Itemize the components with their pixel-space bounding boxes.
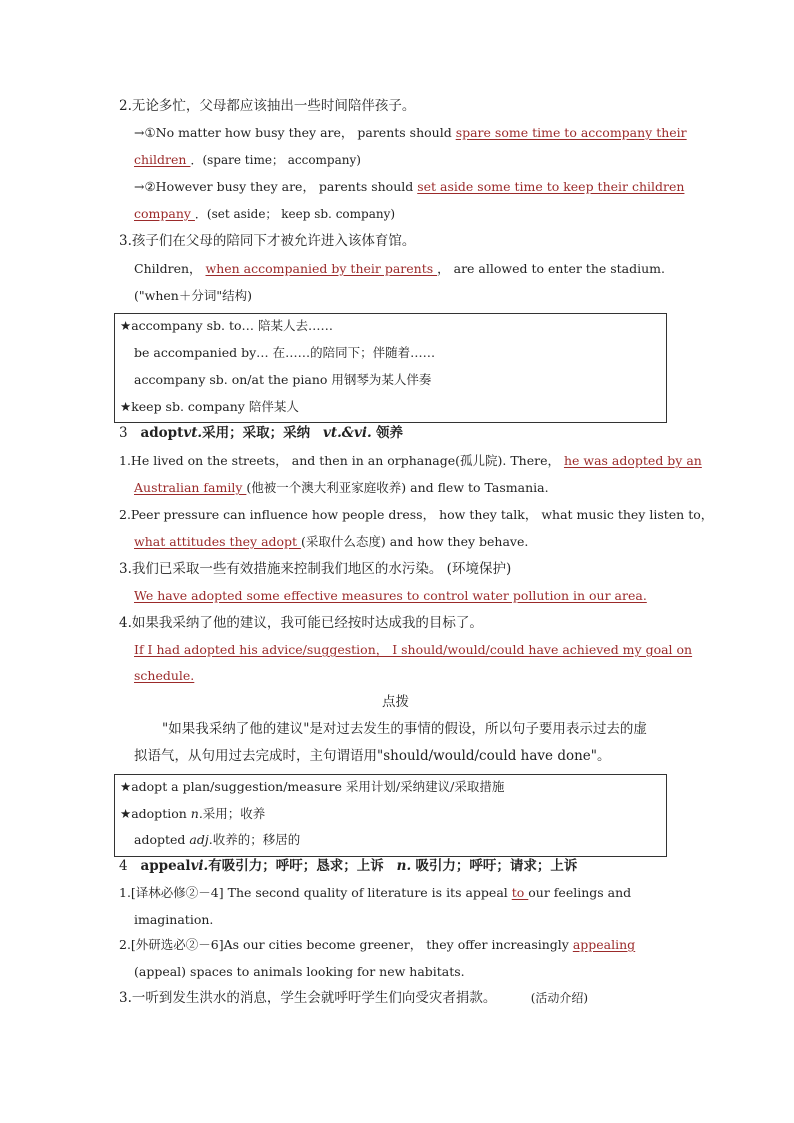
note-box-accompany-line4: ★keep sb. company 陪伴某人 bbox=[120, 399, 299, 414]
appeal-example-1-suffix: our feelings and bbox=[528, 885, 632, 900]
question-2-answer-a-line1 bbox=[134, 125, 687, 141]
heading-adopt-meaning2: 领养 bbox=[375, 425, 403, 441]
note-box-adopt-line3 bbox=[134, 832, 300, 848]
note-box-adopt bbox=[114, 774, 667, 857]
question-2-title: 2.无论多忙，父母都应该抽出一些时间陪伴孩子。 bbox=[119, 98, 416, 114]
heading-appeal-pos2: n. bbox=[396, 858, 412, 874]
heading-adopt-pos1: vt. bbox=[183, 425, 203, 441]
adopt-example-1-prefix: 1.He lived on the streets， and then in an orphanage(孤儿院). There， bbox=[119, 453, 564, 468]
tip-title: 点拨 bbox=[382, 694, 409, 710]
question-2-b-prefix: →②However busy they are， parents should bbox=[134, 179, 418, 194]
adopt-example-1-answer-cont: Australian family bbox=[134, 480, 247, 495]
appeal-example-1-line1 bbox=[119, 885, 631, 901]
note-box-adopt-line3-pos: adj. bbox=[189, 832, 213, 847]
question-2-b-answer: set aside some time to keep their children bbox=[417, 179, 685, 194]
appeal-example-1-prefix: 1.[译林必修②－4] The second quality of literature is its appeal bbox=[119, 885, 512, 900]
adopt-example-3-answer-line bbox=[134, 588, 647, 604]
question-2-answer-b-line2 bbox=[134, 206, 395, 222]
adopt-example-3-answer: We have adopted some effective measures to control water pollution in our area. bbox=[134, 588, 647, 603]
appeal-example-2-prefix: 2.[外研选必②－6]As our cities become greener， they offer increasingly bbox=[119, 937, 573, 952]
heading-adopt-pos2: vt.&vi. bbox=[323, 425, 372, 441]
adopt-example-4-title: 4.如果我采纳了他的建议，我可能已经按时达成我的目标了。 bbox=[119, 615, 483, 631]
heading-appeal-pos1: vi. bbox=[190, 858, 209, 874]
heading-adopt-number: 3 bbox=[119, 425, 128, 441]
heading-appeal-word: appeal bbox=[140, 858, 191, 874]
question-2-b-answer-cont: company bbox=[134, 206, 195, 221]
note-box-adopt-line3-meaning: 收养的；移居的 bbox=[212, 832, 301, 847]
heading-appeal-meaning2: 吸引力；呼吁；请求；上诉 bbox=[415, 858, 578, 874]
question-3-prefix: Children， bbox=[134, 261, 206, 276]
note-box-adopt-line2-word: ★adoption bbox=[120, 806, 191, 821]
note-box-accompany-line3: accompany sb. on/at the piano 用钢琴为某人伴奏 bbox=[134, 372, 432, 387]
appeal-example-2-line1 bbox=[119, 937, 635, 953]
note-box-accompany bbox=[114, 313, 667, 423]
note-box-accompany-line1: ★accompany sb. to… 陪某人去…… bbox=[120, 318, 333, 333]
appeal-example-1-line2: imagination. bbox=[134, 912, 214, 927]
adopt-example-2-line2 bbox=[134, 534, 528, 550]
note-box-adopt-line2-pos: n. bbox=[190, 806, 203, 821]
note-box-adopt-line1: ★adopt a plan/suggestion/measure 采用计划/采纳建议/采取措施 bbox=[120, 779, 505, 794]
tip-line1: "如果我采纳了他的建议"是对过去发生的事情的假设，所以句子要用表示过去的虚 bbox=[162, 721, 647, 737]
adopt-example-2-prefix: 2.Peer pressure can influence how people dress， how they talk， what music they listen to， bbox=[119, 507, 714, 522]
appeal-example-2-answer: appealing bbox=[572, 937, 636, 952]
adopt-example-1-line1 bbox=[119, 453, 702, 469]
heading-adopt-meaning1: 采用；采取；采纳 bbox=[202, 425, 311, 441]
adopt-example-3-title: 3.我们已采取一些有效措施来控制我们地区的水污染。 (环境保护) bbox=[119, 561, 512, 577]
note-box-adopt-line3-word: adopted bbox=[134, 832, 190, 847]
question-2-a-answer-cont: children bbox=[134, 152, 191, 167]
adopt-example-2-line1 bbox=[119, 507, 713, 523]
appeal-example-3-title: 3.一听到发生洪水的消息，学生会就呼吁学生们向受灾者捐款。 bbox=[119, 990, 497, 1006]
question-2-b-hint: ．(set aside； keep sb. company) bbox=[194, 207, 396, 221]
question-2-a-prefix: →①No matter how busy they are， parents should bbox=[134, 125, 456, 140]
heading-appeal bbox=[119, 858, 577, 874]
adopt-example-4-answer-cont: schedule. bbox=[134, 668, 195, 683]
question-2-a-answer: spare some time to accompany their bbox=[455, 125, 687, 140]
adopt-example-4-answer-line2 bbox=[134, 668, 194, 684]
question-2-answer-b-line1 bbox=[134, 179, 684, 195]
heading-appeal-number: 4 bbox=[119, 858, 128, 874]
adopt-example-4-answer-line1 bbox=[134, 642, 692, 658]
question-2-answer-a-line2 bbox=[134, 152, 361, 168]
question-3-title: 3.孩子们在父母的陪同下才被允许进入该体育馆。 bbox=[119, 233, 416, 249]
appeal-example-1-answer: to bbox=[511, 885, 529, 900]
adopt-example-1-suffix: (他被一个澳大利亚家庭收养) and flew to Tasmania. bbox=[246, 480, 549, 495]
tip-line2: 拟语气，从句用过去完成时，主句谓语用"should/would/could have done"。 bbox=[134, 748, 611, 764]
question-3-answer bbox=[134, 261, 665, 277]
question-3-suffix: ， are allowed to enter the stadium. bbox=[437, 261, 666, 276]
note-box-adopt-line2 bbox=[120, 806, 265, 822]
adopt-example-1-answer: he was adopted by an bbox=[563, 453, 702, 468]
note-box-accompany-line2: be accompanied by… 在……的陪同下；伴随着…… bbox=[134, 345, 436, 360]
adopt-example-2-answer: what attitudes they adopt bbox=[134, 534, 302, 549]
note-box-adopt-line2-meaning: 采用；收养 bbox=[202, 806, 266, 821]
question-3-hint: ("when＋分词"结构) bbox=[134, 288, 252, 303]
heading-adopt bbox=[119, 425, 403, 441]
appeal-example-3-tag: (活动介绍) bbox=[530, 991, 589, 1005]
heading-appeal-meaning1: 有吸引力；呼吁；恳求；上诉 bbox=[208, 858, 384, 874]
heading-adopt-word: adopt bbox=[140, 425, 184, 441]
question-2-a-hint: ．(spare time； accompany) bbox=[190, 153, 361, 167]
adopt-example-1-line2 bbox=[134, 480, 549, 496]
appeal-example-2-line2: (appeal) spaces to animals looking for new habitats. bbox=[134, 964, 465, 979]
adopt-example-4-answer: If I had adopted his advice/suggestion， I should/would/could have achieved my goal on bbox=[134, 642, 693, 657]
appeal-example-3-line bbox=[119, 990, 588, 1006]
question-3-answer-text: when accompanied by their parents bbox=[205, 261, 438, 276]
adopt-example-2-suffix: (采取什么态度) and how they behave. bbox=[301, 534, 529, 549]
